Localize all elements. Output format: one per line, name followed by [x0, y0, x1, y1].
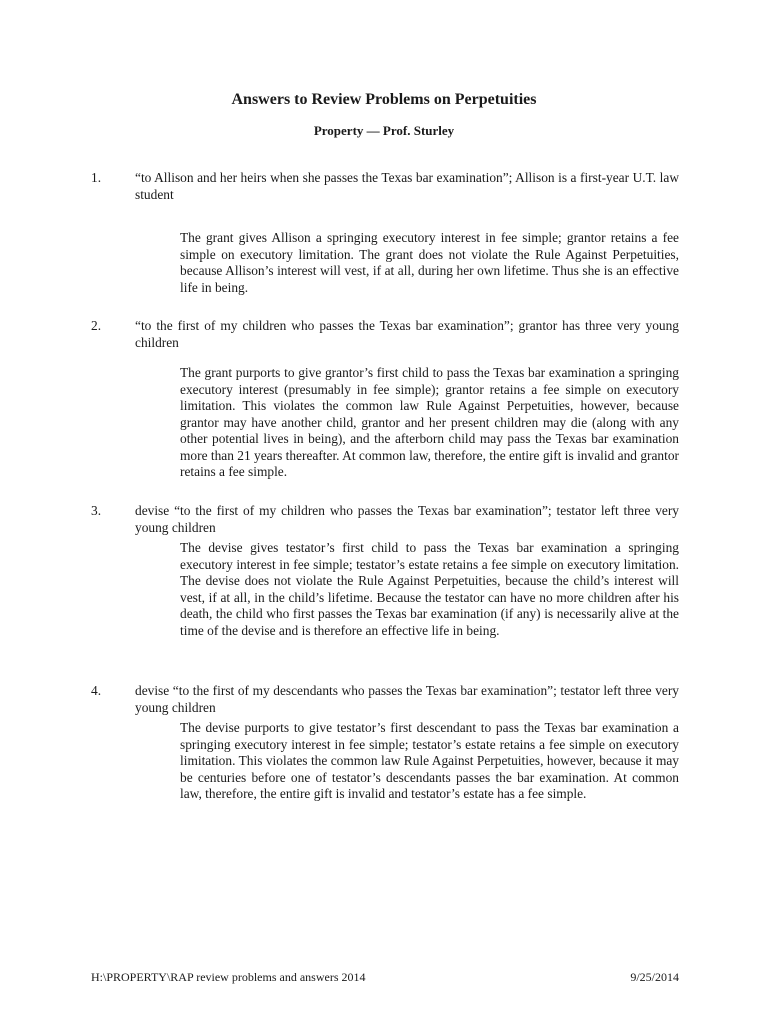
problem-1 — [91, 170, 679, 296]
footer-date: 9/25/2014 — [630, 970, 679, 984]
problem-number: 4. — [91, 683, 102, 698]
problem-grant: devise “to the first of my children who passes the Texas bar examination”; testator left three very young children — [135, 503, 679, 535]
problem-answer: The devise purports to give testator’s first descendant to pass the Texas bar examination a springing executory interest in fee simple; testator’s estate retains a fee simple on executory limitation. This violates the common law Rule Against Perpetuities, however, because it may be centuries before one of testator’s descendants passes the bar examination. At common law, therefore, the entire gift is invalid and testator’s estate has a fee simple. — [180, 720, 679, 801]
document-subtitle: Property — Prof. Sturley — [313, 123, 455, 138]
problem-answer: The devise gives testator’s first child to pass the Texas bar examination a springing executory interest in fee simple; testator’s estate retains a fee simple on executory limitation. The devise does not violate the Rule Against Perpetuities, because the child’s interest will vest, if at all, in the child’s lifetime. Because the testator can have no more children after his death, the child who first passes the Texas bar examination (if any) is necessarily alive at the time of the devise and is therefore an effective life in being. — [180, 540, 679, 638]
problem-4 — [91, 683, 679, 803]
problem-3 — [91, 503, 679, 639]
problem-number: 1. — [91, 170, 102, 185]
problem-grant: “to Allison and her heirs when she passes the Texas bar examination”; Allison is a first-year U.T. law student — [135, 170, 679, 202]
problem-grant: “to the first of my children who passes the Texas bar examination”; grantor has three very young children — [135, 318, 679, 350]
problem-number: 2. — [91, 318, 102, 333]
problem-number: 3. — [91, 503, 102, 518]
problem-answer: The grant purports to give grantor’s first child to pass the Texas bar examination a springing executory interest (presumably in fee simple); grantor retains a fee simple on executory limitation. This violates the common law Rule Against Perpetuities, however, because grantor may have another child, grantor and her present children may die (along with any other potential lives in being), and the afterborn child may pass the Texas bar examination more than 21 years thereafter. At common law, therefore, the entire gift is invalid and grantor retains a fee simple. — [180, 365, 679, 479]
problem-answer: The grant gives Allison a springing executory interest in fee simple; grantor retains a fee simple on executory limitation. The grant does not violate the Rule Against Perpetuities, because Allison’s interest will vest, if at all, during her own lifetime. Thus she is an effective life in being. — [180, 230, 679, 295]
document-title: Answers to Review Problems on Perpetuities — [231, 91, 537, 108]
problem-2 — [91, 318, 679, 481]
problem-grant: devise “to the first of my descendants who passes the Texas bar examination”; testator left three very young children — [135, 683, 679, 715]
footer-file-path: H:\PROPERTY\RAP review problems and answers 2014 — [91, 970, 366, 984]
